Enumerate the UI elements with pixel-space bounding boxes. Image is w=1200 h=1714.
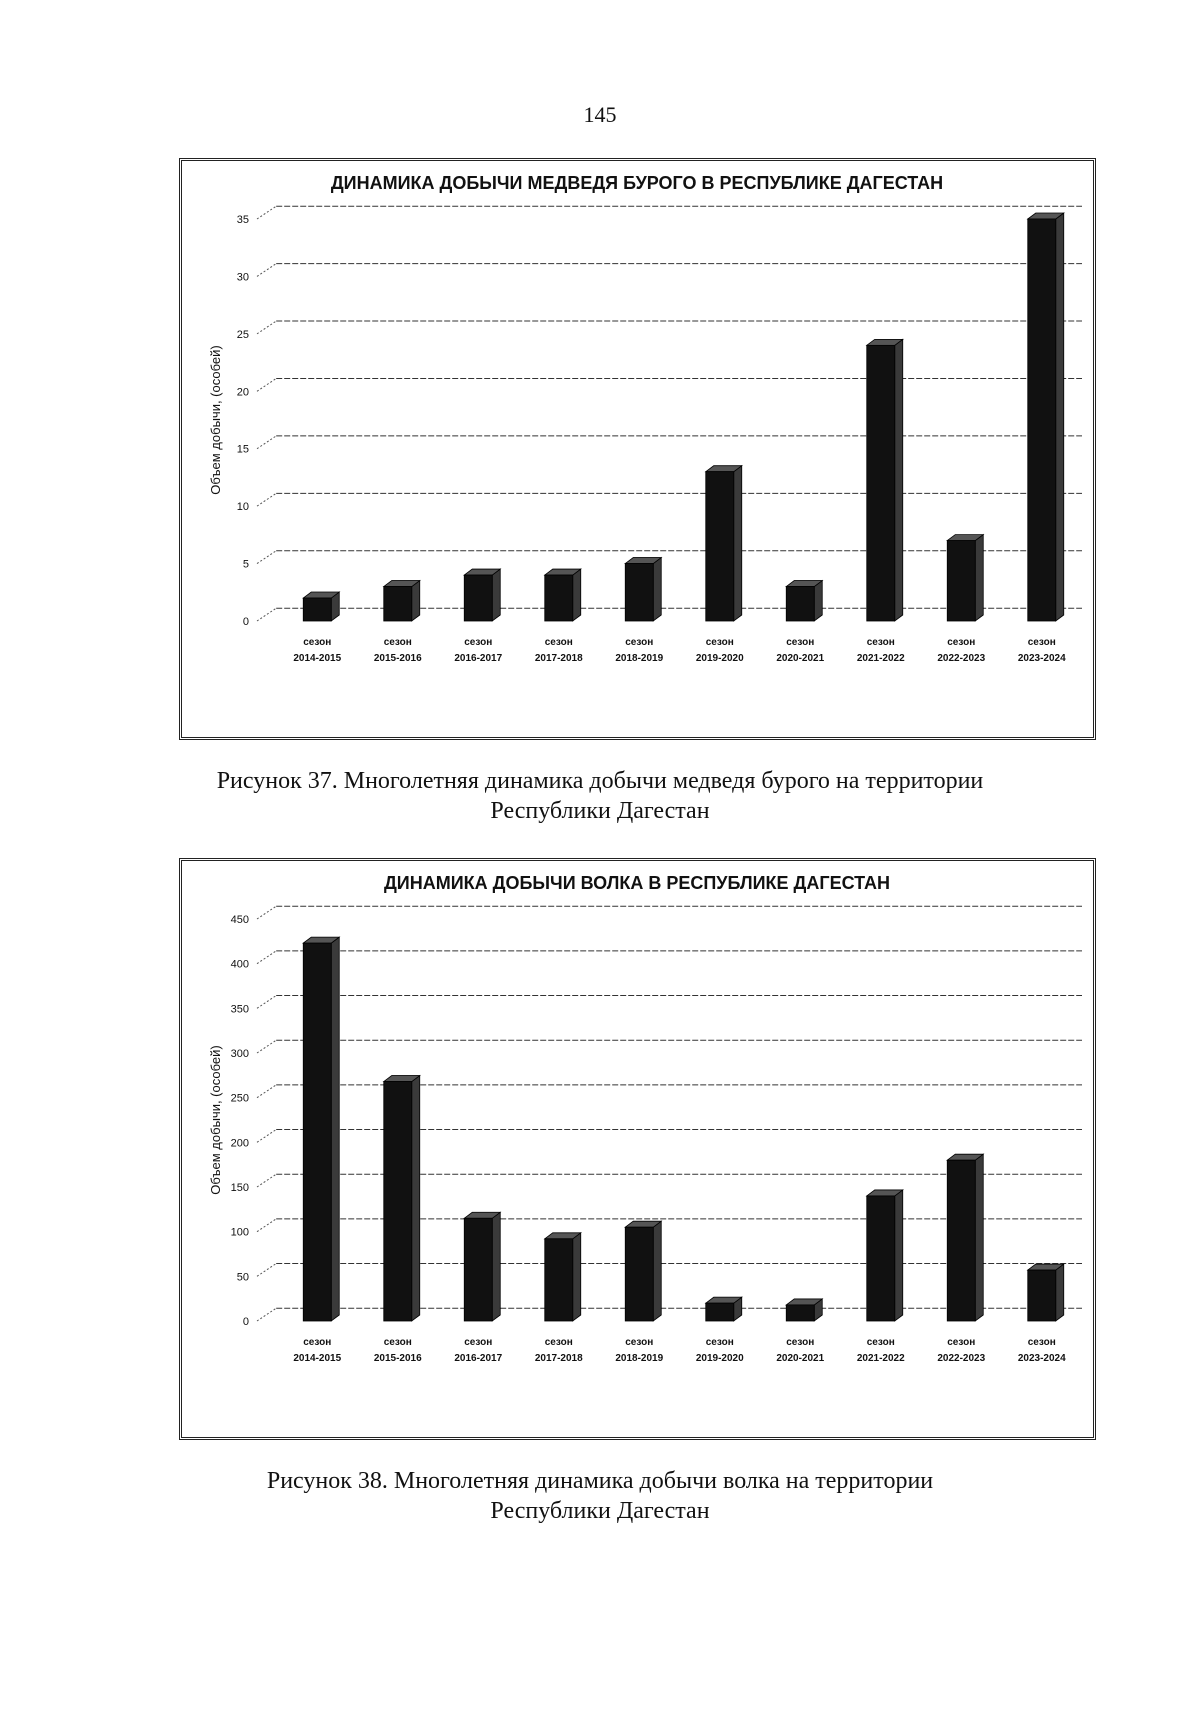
chart-bear-harvest bbox=[179, 158, 1096, 740]
bear-x-tick-label: сезон bbox=[866, 637, 895, 648]
figure-caption-38 bbox=[0, 1466, 1200, 1526]
wolf-y-tick-label: 250 bbox=[230, 1092, 249, 1105]
bear-grid-diagonal bbox=[257, 321, 276, 334]
wolf-bar bbox=[625, 1227, 653, 1321]
wolf-y-tick-label: 50 bbox=[236, 1271, 249, 1284]
caption-line: Республики Дагестан bbox=[490, 1498, 710, 1524]
wolf-x-tick-label: сезон bbox=[866, 1337, 895, 1348]
wolf-bar bbox=[303, 943, 331, 1321]
wolf-bar bbox=[384, 1082, 412, 1321]
bear-x-tick-label: сезон bbox=[303, 637, 332, 648]
wolf-bar-side bbox=[331, 937, 339, 1321]
bear-x-tick-label: 2019-2020 bbox=[695, 653, 744, 664]
bear-x-tick-label: сезон bbox=[383, 637, 412, 648]
bear-y-tick-label: 5 bbox=[242, 558, 249, 571]
wolf-x-tick-label: 2018-2019 bbox=[615, 1353, 664, 1364]
wolf-bar bbox=[1028, 1270, 1056, 1321]
wolf-grid-diagonal bbox=[257, 1040, 276, 1053]
page-number: 145 bbox=[583, 102, 617, 127]
bear-bar bbox=[545, 575, 573, 621]
wolf-x-tick-label: сезон bbox=[625, 1337, 654, 1348]
bear-bar-side bbox=[1056, 213, 1064, 621]
wolf-x-tick-label: сезон bbox=[383, 1337, 412, 1348]
bear-x-tick-label: 2017-2018 bbox=[534, 653, 583, 664]
wolf-x-tick-label: 2016-2017 bbox=[454, 1353, 503, 1364]
wolf-grid-diagonal bbox=[257, 1264, 276, 1277]
wolf-x-tick-label: сезон bbox=[705, 1337, 734, 1348]
bear-bar bbox=[625, 564, 653, 621]
bear-grid-diagonal bbox=[257, 493, 276, 506]
wolf-grid-diagonal bbox=[257, 1308, 276, 1321]
wolf-x-tick-label: 2017-2018 bbox=[534, 1353, 583, 1364]
bear-y-tick-label: 15 bbox=[236, 443, 249, 456]
wolf-bar-side bbox=[412, 1076, 420, 1321]
wolf-grid-diagonal bbox=[257, 1130, 276, 1143]
wolf-bar-side bbox=[895, 1190, 903, 1321]
bear-bar bbox=[947, 541, 975, 621]
wolf-bar-side bbox=[573, 1233, 581, 1321]
bear-x-tick-label: сезон bbox=[544, 637, 573, 648]
caption-line: Республики Дагестан bbox=[490, 798, 710, 824]
bear-grid-diagonal bbox=[257, 264, 276, 277]
wolf-bar-side bbox=[975, 1154, 983, 1321]
bear-x-tick-label: сезон bbox=[786, 637, 815, 648]
wolf-y-tick-label: 0 bbox=[242, 1316, 249, 1328]
wolf-bar bbox=[786, 1305, 814, 1321]
wolf-x-tick-label: сезон bbox=[786, 1337, 815, 1348]
wolf-bar-side bbox=[653, 1221, 661, 1321]
wolf-y-tick-label: 400 bbox=[230, 958, 249, 971]
bear-bar bbox=[464, 575, 492, 621]
bear-grid-diagonal bbox=[257, 608, 276, 621]
bear-bar-side bbox=[734, 466, 742, 621]
wolf-y-tick-label: 300 bbox=[230, 1048, 249, 1060]
bear-x-tick-label: 2023-2024 bbox=[1017, 653, 1066, 664]
bear-bar-side bbox=[492, 569, 500, 621]
bear-bar bbox=[303, 598, 331, 621]
wolf-grid-diagonal bbox=[257, 906, 276, 919]
wolf-grid-diagonal bbox=[257, 1174, 276, 1187]
wolf-bar-side bbox=[492, 1212, 500, 1321]
wolf-bar bbox=[706, 1303, 734, 1321]
bear-y-tick-label: 25 bbox=[236, 328, 249, 341]
wolf-grid-diagonal bbox=[257, 1085, 276, 1098]
bear-bar-side bbox=[653, 558, 661, 621]
bear-x-tick-label: 2018-2019 bbox=[615, 653, 664, 664]
wolf-bar bbox=[545, 1239, 573, 1321]
caption-line: Рисунок 38. Многолетняя динамика добычи волка на территории bbox=[266, 1468, 934, 1494]
bear-x-tick-label: сезон bbox=[705, 637, 734, 648]
caption-line: Рисунок 37. Многолетняя динамика добычи медведя бурого на территории bbox=[216, 768, 984, 794]
bear-x-tick-label: сезон bbox=[947, 637, 976, 648]
bear-title: ДИНАМИКА ДОБЫЧИ МЕДВЕДЯ БУРОГО В РЕСПУБЛИКЕ ДАГЕСТАН bbox=[330, 173, 944, 193]
bear-grid-diagonal bbox=[257, 378, 276, 391]
wolf-title: ДИНАМИКА ДОБЫЧИ ВОЛКА В РЕСПУБЛИКЕ ДАГЕСТАН bbox=[383, 873, 891, 893]
bear-x-tick-label: 2015-2016 bbox=[373, 653, 422, 664]
bear-grid-diagonal bbox=[257, 551, 276, 564]
bear-x-tick-label: 2020-2021 bbox=[776, 653, 825, 664]
bear-x-tick-label: 2022-2023 bbox=[937, 653, 986, 664]
bear-bar-side bbox=[412, 581, 420, 621]
wolf-x-tick-label: 2022-2023 bbox=[937, 1353, 986, 1364]
chart-wolf-harvest bbox=[179, 858, 1096, 1440]
wolf-grid-diagonal bbox=[257, 951, 276, 964]
wolf-y-tick-label: 200 bbox=[230, 1137, 249, 1150]
bear-y-tick-label: 35 bbox=[236, 214, 249, 226]
wolf-y-tick-label: 150 bbox=[230, 1182, 249, 1194]
wolf-y-axis-label: Объем добычи, (особей) bbox=[208, 1045, 223, 1195]
bear-grid-diagonal bbox=[257, 436, 276, 449]
wolf-bar bbox=[867, 1196, 895, 1321]
bear-bar-side bbox=[573, 569, 581, 621]
wolf-y-tick-label: 350 bbox=[230, 1003, 249, 1016]
wolf-x-tick-label: сезон bbox=[947, 1337, 976, 1348]
figure-caption-37 bbox=[0, 766, 1200, 826]
wolf-grid-diagonal bbox=[257, 996, 276, 1009]
wolf-x-tick-label: сезон bbox=[544, 1337, 573, 1348]
wolf-x-tick-label: сезон bbox=[464, 1337, 493, 1348]
bear-bar-side bbox=[895, 339, 903, 621]
wolf-x-tick-label: 2015-2016 bbox=[373, 1353, 422, 1364]
bear-grid-diagonal bbox=[257, 206, 276, 219]
wolf-y-tick-label: 100 bbox=[230, 1226, 249, 1239]
wolf-x-tick-label: 2021-2022 bbox=[856, 1353, 905, 1364]
bear-bar bbox=[1028, 219, 1056, 621]
wolf-x-tick-label: 2014-2015 bbox=[293, 1353, 342, 1364]
bear-y-tick-label: 0 bbox=[242, 616, 249, 628]
bear-y-tick-label: 20 bbox=[236, 386, 249, 399]
bear-x-tick-label: сезон bbox=[464, 637, 493, 648]
bear-x-tick-label: сезон bbox=[1027, 637, 1056, 648]
bear-bar-side bbox=[814, 581, 822, 621]
wolf-grid-diagonal bbox=[257, 1219, 276, 1232]
wolf-x-tick-label: 2023-2024 bbox=[1017, 1353, 1066, 1364]
wolf-x-tick-label: сезон bbox=[1027, 1337, 1056, 1348]
bear-x-tick-label: 2021-2022 bbox=[856, 653, 905, 664]
wolf-bar-side bbox=[1056, 1264, 1064, 1321]
bear-y-axis-label: Объем добычи, (особей) bbox=[208, 345, 223, 495]
chart-wolf-svg bbox=[182, 861, 1093, 1437]
bear-bar bbox=[867, 345, 895, 621]
bear-bar bbox=[706, 472, 734, 621]
bear-x-tick-label: 2016-2017 bbox=[454, 653, 503, 664]
wolf-x-tick-label: сезон bbox=[303, 1337, 332, 1348]
bear-x-tick-label: сезон bbox=[625, 637, 654, 648]
wolf-y-tick-label: 450 bbox=[230, 914, 249, 926]
wolf-bar bbox=[947, 1160, 975, 1321]
bear-y-tick-label: 30 bbox=[236, 271, 249, 284]
bear-bar bbox=[786, 587, 814, 621]
bear-y-tick-label: 10 bbox=[236, 501, 249, 514]
bear-x-tick-label: 2014-2015 bbox=[293, 653, 342, 664]
wolf-x-tick-label: 2019-2020 bbox=[695, 1353, 744, 1364]
bear-bar-side bbox=[975, 535, 983, 621]
bear-bar bbox=[384, 587, 412, 621]
wolf-bar bbox=[464, 1218, 492, 1321]
wolf-x-tick-label: 2020-2021 bbox=[776, 1353, 825, 1364]
chart-bear-svg bbox=[182, 161, 1093, 737]
